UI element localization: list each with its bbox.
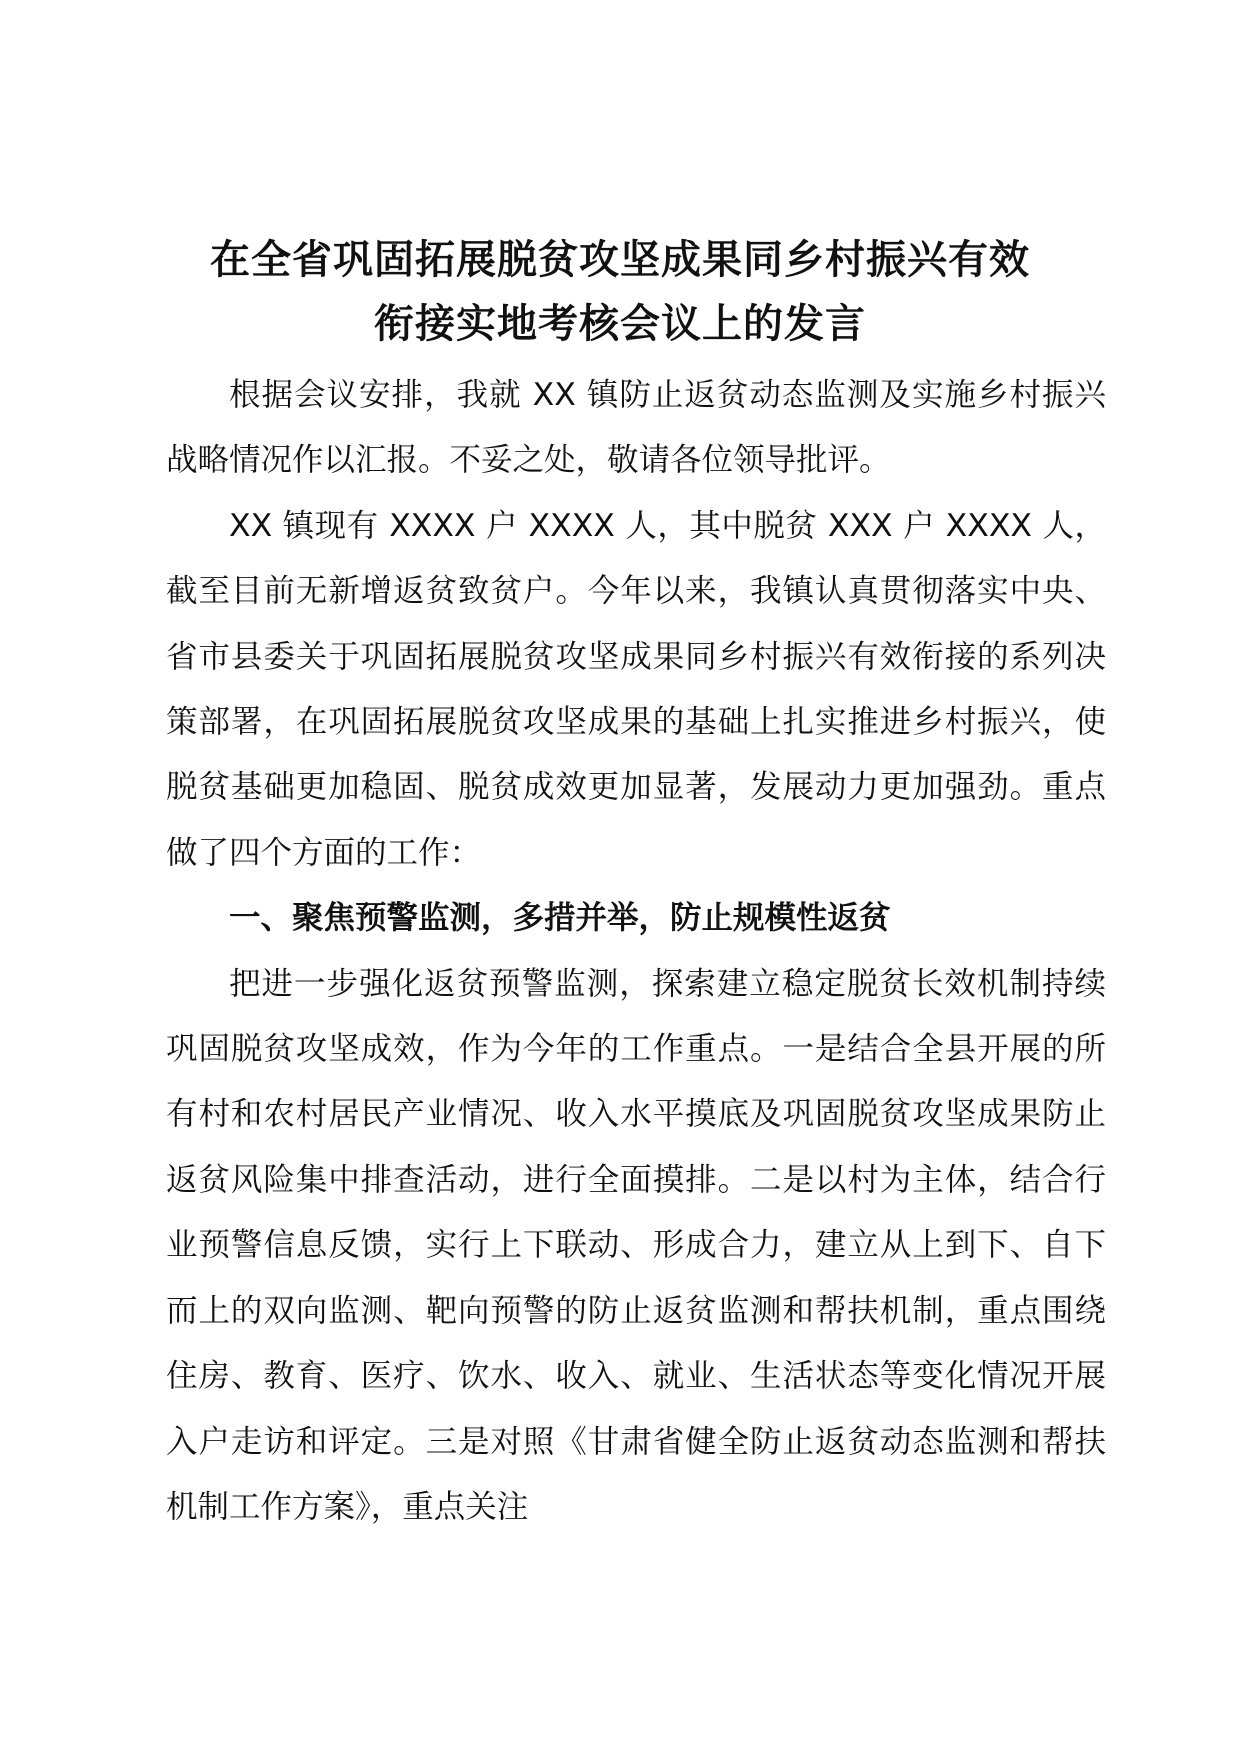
section-heading-1: 一、聚焦预警监测，多措并举，防止规模性返贫: [229, 900, 891, 937]
paragraph-overview: XX 镇现有 XXXX 户 XXXX 人，其中脱贫 XXX 户 XXXX 人，截至目前无新增返贫致贫户。今年以来，我镇认真贯彻落实中央、省市县委关于巩固拓展脱贫攻坚成果同乡村振兴有效衔接的系列决策部署，在巩固拓展脱贫攻坚成果的基础上扎实推进乡村振兴，使脱贫基础更加稳固、脱贫成效更加显著，发展动力更加强劲。重点做了四个方面的工作：: [166, 507, 1106, 871]
document-title-line-1: 在全省巩固拓展脱贫攻坚成果同乡村振兴有效: [210, 237, 1030, 283]
document-title-line-2: 衔接实地考核会议上的发言: [374, 301, 866, 347]
paragraph-section-1: 把进一步强化返贫预警监测，探索建立稳定脱贫长效机制持续巩固脱贫攻坚成效，作为今年的工作重点。一是结合全县开展的所有村和农村居民产业情况、收入水平摸底及巩固脱贫攻坚成果防止返贫风险集中排查活动，进行全面摸排。二是以村为主体，结合行业预警信息反馈，实行上下联动、形成合力，建立从上到下、自下而上的双向监测、靶向预警的防止返贫监测和帮扶机制，重点围绕住房、教育、医疗、饮水、收入、就业、生活状态等变化情况开展入户走访和评定。三是对照《甘肃省健全防止返贫动态监测和帮扶机制工作方案》，重点关注: [166, 965, 1106, 1525]
document-body: [166, 363, 1106, 1540]
paragraph-intro: 根据会议安排，我就 XX 镇防止返贫动态监测及实施乡村振兴战略情况作以汇报。不妥之处，敬请各位领导批评。: [166, 377, 1106, 479]
